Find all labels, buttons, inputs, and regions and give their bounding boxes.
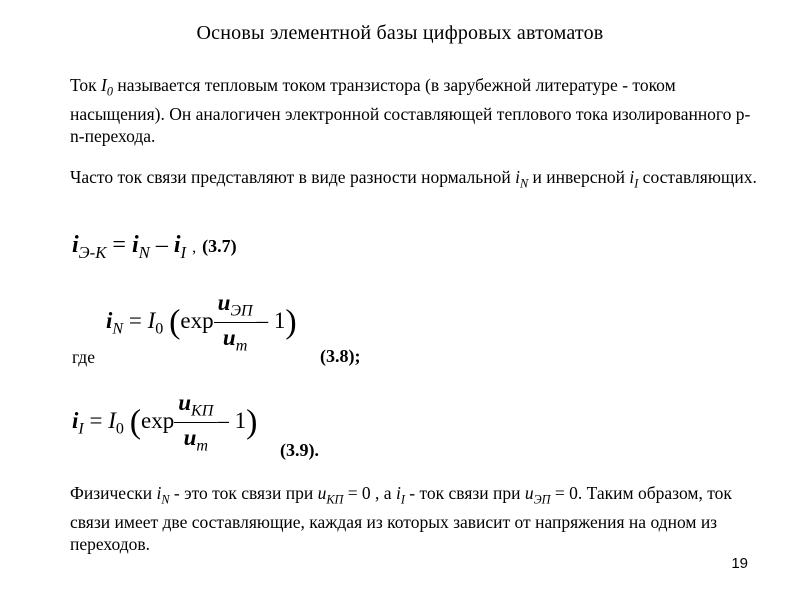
equation-label-3-8: (3.8);: [320, 346, 361, 366]
fraction-uEP-over-um: $\frac{u_{ЭП}}{u_m}$: [214, 290, 257, 355]
equation-3-8: $i_N = I_0$ (exp $\frac{u_{ЭП}}{u_m}$ – 1): [106, 290, 297, 355]
paragraph-thermal-current: [70, 74, 760, 147]
where-label: где: [72, 347, 95, 367]
text: и инверсной: [528, 167, 630, 187]
equation-3-9: $i_I = I_0$ (exp $\frac{u_{КП}}{u_m}$ – 1): [72, 390, 258, 455]
text: Часто ток связи представляют в виде разности нормальной: [70, 167, 516, 187]
equation-label-3-9: (3.9).: [280, 440, 319, 460]
paragraph-coupling-current: [70, 166, 760, 195]
text: Ток: [70, 75, 102, 95]
text: составляющих.: [638, 167, 757, 187]
text: называется тепловым током транзистора (в зарубежной литературе - током насыщения). Он аналогичен электронной составляющей теплового тока изолированного p-n-перехода.: [70, 75, 751, 146]
slide-title: Основы элементной базы цифровых автоматов: [196, 22, 604, 44]
page-number: 19: [731, 555, 748, 572]
paragraph-physical-meaning: Физически $i_N$ - это ток связи при $u_{КП} = 0$ , а $i_I$ - ток связи при $u_{ЭП} = 0$. Таким образом, ток связи имеет две составляющие, каждая из которых зависит от напряжения на одном из переходов.: [70, 483, 732, 554]
var-iN: $i_N$: [515, 167, 529, 191]
equation-3-7: $i_{Э-К} = i_N - i_I$ , (3.7): [72, 232, 237, 262]
var-iI: $i_I$: [629, 167, 639, 191]
equation-label-3-7: (3.7): [202, 236, 237, 256]
var-I0: $I_0$: [101, 75, 113, 99]
fraction-uKP-over-um: $\frac{u_{КП}}{u_m}$: [174, 390, 217, 455]
